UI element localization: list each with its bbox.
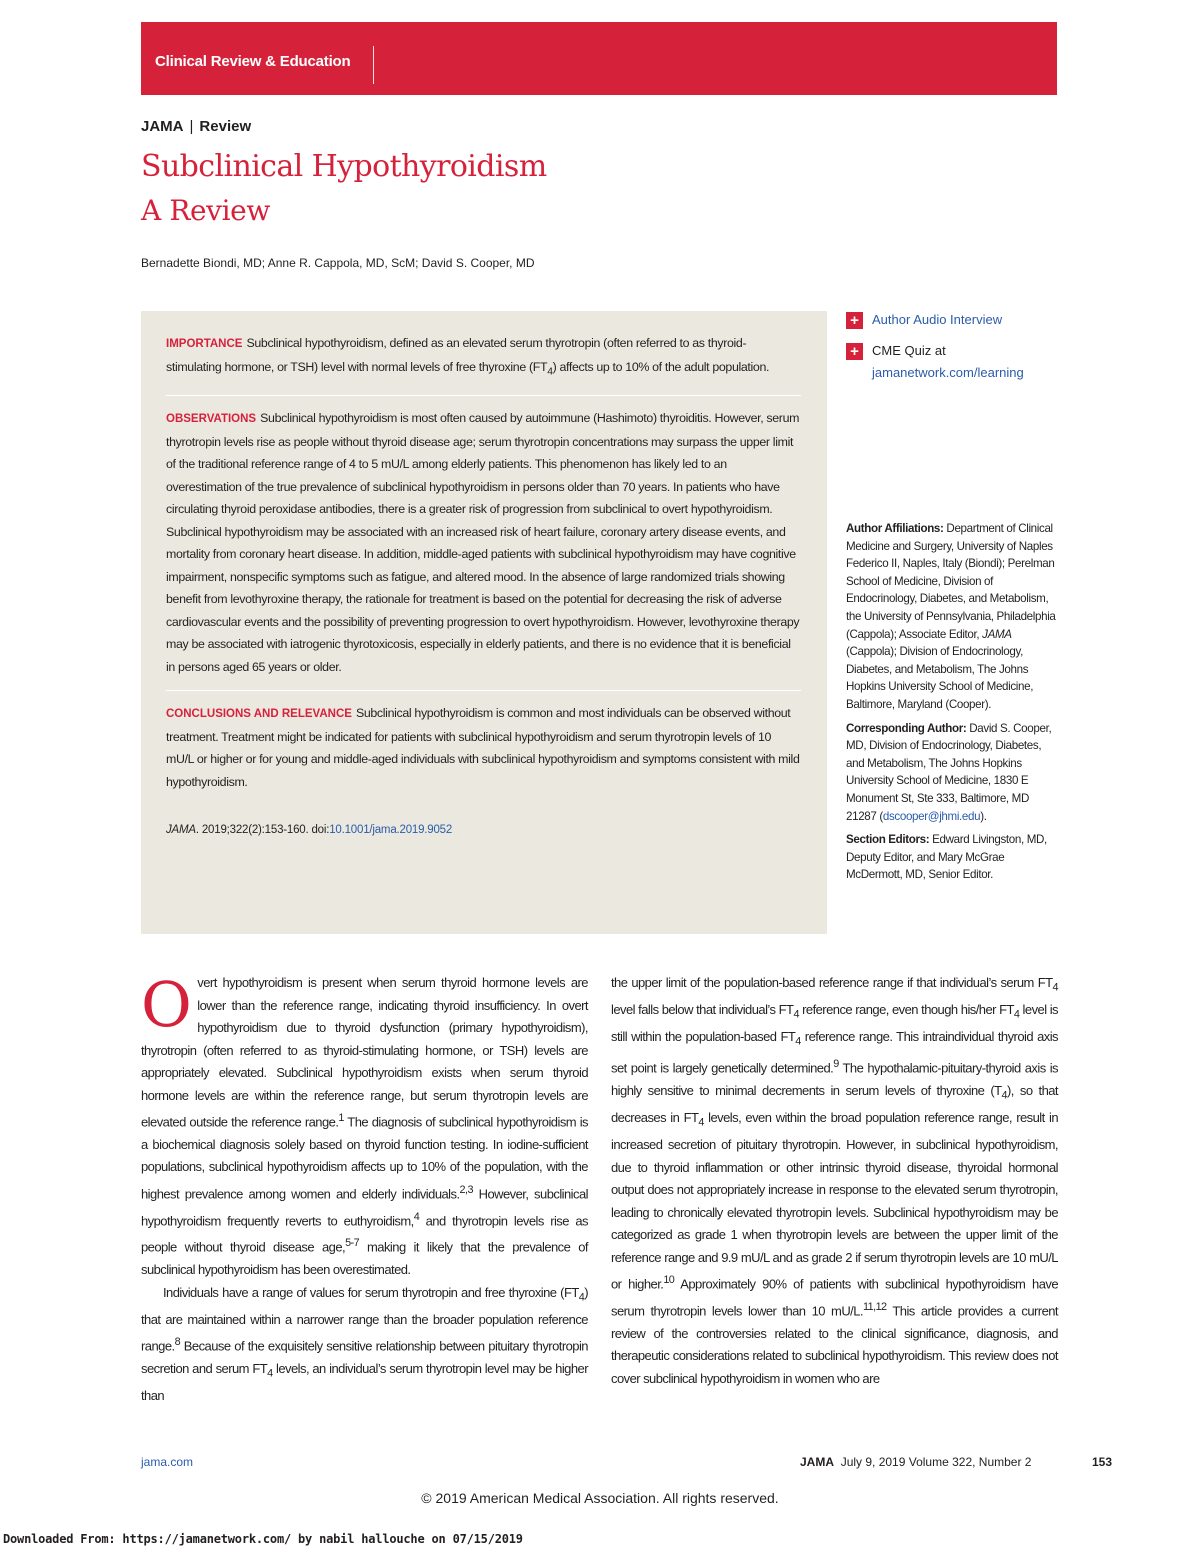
doi-link[interactable]: 10.1001/jama.2019.9052	[329, 824, 453, 837]
section-banner	[141, 22, 1057, 95]
importance-heading: IMPORTANCE	[166, 338, 243, 350]
article-type: Review	[199, 118, 252, 135]
section-editors: Section Editors: Edward Livingston, MD, Deputy Editor, and Mary McGrae McDermott, MD, Senior Editor.	[846, 833, 1047, 882]
banner-divider	[373, 46, 374, 84]
journal-name: JAMA	[141, 118, 184, 135]
sidebar-links	[846, 309, 1024, 384]
cme-quiz: + CME Quiz at jamanetwork.com/learning	[846, 340, 1024, 384]
abstract-observations: OBSERVATIONS Subclinical hypothyroidism is most often caused by autoimmune (Hashimoto) thyroiditis. However, serum thyrotropin levels rise as people without thyroid disease age; serum thyrotropin concentrations may surpass the upper limit of the traditional reference range of 4 to 5 mU/L among elderly patients. This phenomenon has likely led to an overestimation of the true prevalence of subclinical hypothyroidism in persons older than 70 years. In patients who have circulating thyroid peroxidase antibodies, there is a greater risk of progression from subclinical to overt hypothyroidism. Subclinical hypothyroidism may be associated with an increased risk of heart failure, coronary artery disease events, and mortality from coronary heart disease. In addition, middle-aged patients with subclinical hypothyroidism may have cognitive impairment, nonspecific symptoms such as fatigue, and altered mood. In the absence of large randomized trials showing benefit from levothyroxine therapy, the rationale for treatment is based on the potential for decreasing the risk of adverse cardiovascular events and the possibility of preventing progression to overt hypothyroidism. However, levothyroxine therapy may be associated with iatrogenic thyrotoxicosis, especially in elderly patients, and there is no evidence that it is beneficial in persons aged 65 years or older.	[166, 411, 800, 674]
author-affiliations	[846, 520, 1058, 890]
plus-icon: +	[846, 343, 863, 360]
journal-kicker	[141, 118, 251, 135]
abstract-divider	[166, 395, 801, 396]
copyright-notice: © 2019 American Medical Association. All rights reserved.	[421, 1490, 779, 1506]
footer-site-link[interactable]: jama.com	[141, 1455, 194, 1469]
drop-cap: O	[141, 968, 192, 1041]
body-paragraph: Individuals have a range of values for serum thyrotropin and free thyroxine $(FT_4)$ that are maintained within a narrower range than the broader population reference range.$^8$ Because of the exquisitely sensitive relationship between pituitary thyrotropin secretion and serum $FT_4$ levels, an individual’s serum thyrotropin level may be higher than	[141, 1284, 588, 1404]
plus-icon: +	[846, 312, 863, 329]
article-subtitle: A Review	[141, 194, 270, 227]
conclusions-heading: CONCLUSIONS AND RELEVANCE	[166, 708, 352, 721]
abstract-importance: IMPORTANCE Subclinical hypothyroidism, defined as an elevated serum thyrotropin (often referred to as thyroid-stimulating hormone, or TSH) level with normal levels of free thyroxine $(FT_4)$ affects up to 10% of the adult population.	[166, 336, 770, 377]
article-title: Subclinical Hypothyroidism	[141, 149, 547, 184]
abstract-box	[141, 311, 827, 934]
banner-label: Clinical Review & Education	[155, 53, 351, 70]
body-column-left	[141, 968, 588, 1408]
email-link[interactable]: dscooper@jhmi.edu	[882, 809, 981, 823]
observations-heading: OBSERVATIONS	[166, 413, 257, 426]
citation-line: JAMA. 2019;322(2):153-160. doi:10.1001/jama.2019.9052	[166, 824, 453, 837]
body-paragraph: Overt hypothyroidism is present when serum thyroid hormone levels are lower than the reference range, indicating thyroid insufficiency. In overt hypothyroidism due to thyroid dysfunction (primary hypothyroidism), thyrotropin (often referred to as thyroid-stimulating hormone, or TSH) levels are appropriately elevated. Subclinical hypothyroidism exists when serum thyroid hormone levels are within the reference range, but serum thyrotropin levels are elevated outside the reference range.$^1$ The diagnosis of subclinical hypothyroidism is a biochemical diagnosis solely based on thyroid function testing. In iodine-sufficient populations, subclinical hypothyroidism affects up to 10% of the population, with the highest prevalence among women and elderly individuals.$^{2,3}$ However, subclinical hypothyroidism frequently reverts to euthyroidism,$^4$ and thyrotropin levels rise as people without thyroid disease age,$^{5-7}$ making it likely that the prevalence of subclinical hypothyroidism has been overestimated.	[141, 968, 588, 1278]
audio-interview-link[interactable]: + Author Audio Interview	[846, 309, 1024, 331]
corresponding-author: Corresponding Author: David S. Cooper, MD, Division of Endocrinology, Diabetes, and Metabolism, The Johns Hopkins University School of Medicine, 1830 E Monument St, Ste 333, Baltimore, MD 21287 (dscooper@jhmi.edu).	[846, 721, 1052, 823]
abstract-divider	[166, 690, 801, 691]
kicker-separator: |	[189, 118, 194, 135]
body-column-right	[611, 972, 1058, 1390]
cme-link[interactable]: jamanetwork.com/learning	[872, 365, 1024, 380]
footer-issue: JAMA July 9, 2019 Volume 322, Number 2 153	[800, 1455, 1112, 1469]
page-number: 153	[1091, 1455, 1112, 1469]
author-list: Bernadette Biondi, MD; Anne R. Cappola, MD, ScM; David S. Cooper, MD	[141, 256, 535, 270]
body-paragraph: the upper limit of the population-based reference range if that individual’s serum $FT_4$ level falls below that individual’s $FT_4$ reference range, even though his/her $FT_4$ level is still within the population-based $FT_4$ reference range. This intraindividual thyroid axis set point is largely genetically determined.$^9$ The hypothalamic-pituitary-thyroid axis is highly sensitive to minimal decrements in serum levels of thyroxine $(T_4)$, so that decreases in $FT_4$ levels, even within the broad population reference range, result in increased secretion of pituitary thyrotropin. However, in subclinical hypothyroidism, due to thyroid inflammation or other intrinsic thyroid disease, thyroidal hormonal output does not appropriately increase in response to the elevated serum thyrotropin, leading to chronically elevated thyrotropin levels. Subclinical hypothyroidism may be categorized as grade 1 when thyrotropin levels are between the upper limit of the reference range and 9.9 mU/L and as grade 2 if serum thyrotropin levels are 10 mU/L or higher.$^{10}$ Approximately 90% of patients with subclinical hypothyroidism have serum thyrotropin levels lower than 10 mU/L.$^{11,12}$ This article provides a current review of the controversies related to the clinical significance, diagnosis, and therapeutic considerations related to subclinical hypothyroidism. This review does not cover subclinical hypothyroidism in women who are	[611, 975, 1059, 1386]
affiliations: Author Affiliations: Department of Clinical Medicine and Surgery, University of Naples Federico II, Naples, Italy (Biondi); Perelman School of Medicine, Division of Endocrinology, Diabetes, and Metabolism, the University of Pennsylvania, Philadelphia (Cappola); Associate Editor, JAMA (Cappola); Division of Endocrinology, Diabetes, and Metabolism, The Johns Hopkins University School of Medicine, Baltimore, Maryland (Cooper).	[846, 522, 1056, 711]
download-stamp: Downloaded From: https://jamanetwork.com/ by nabil hallouche on 07/15/2019	[3, 1532, 523, 1546]
abstract-conclusions: CONCLUSIONS AND RELEVANCE Subclinical hypothyroidism is common and most individuals can be observed without treatment. Treatment might be indicated for patients with subclinical hypothyroidism and serum thyrotropin levels of 10 mU/L or higher or for young and middle-aged individuals with subclinical hypothyroidism and symptoms consistent with mild hypothyroidism.	[166, 706, 800, 789]
